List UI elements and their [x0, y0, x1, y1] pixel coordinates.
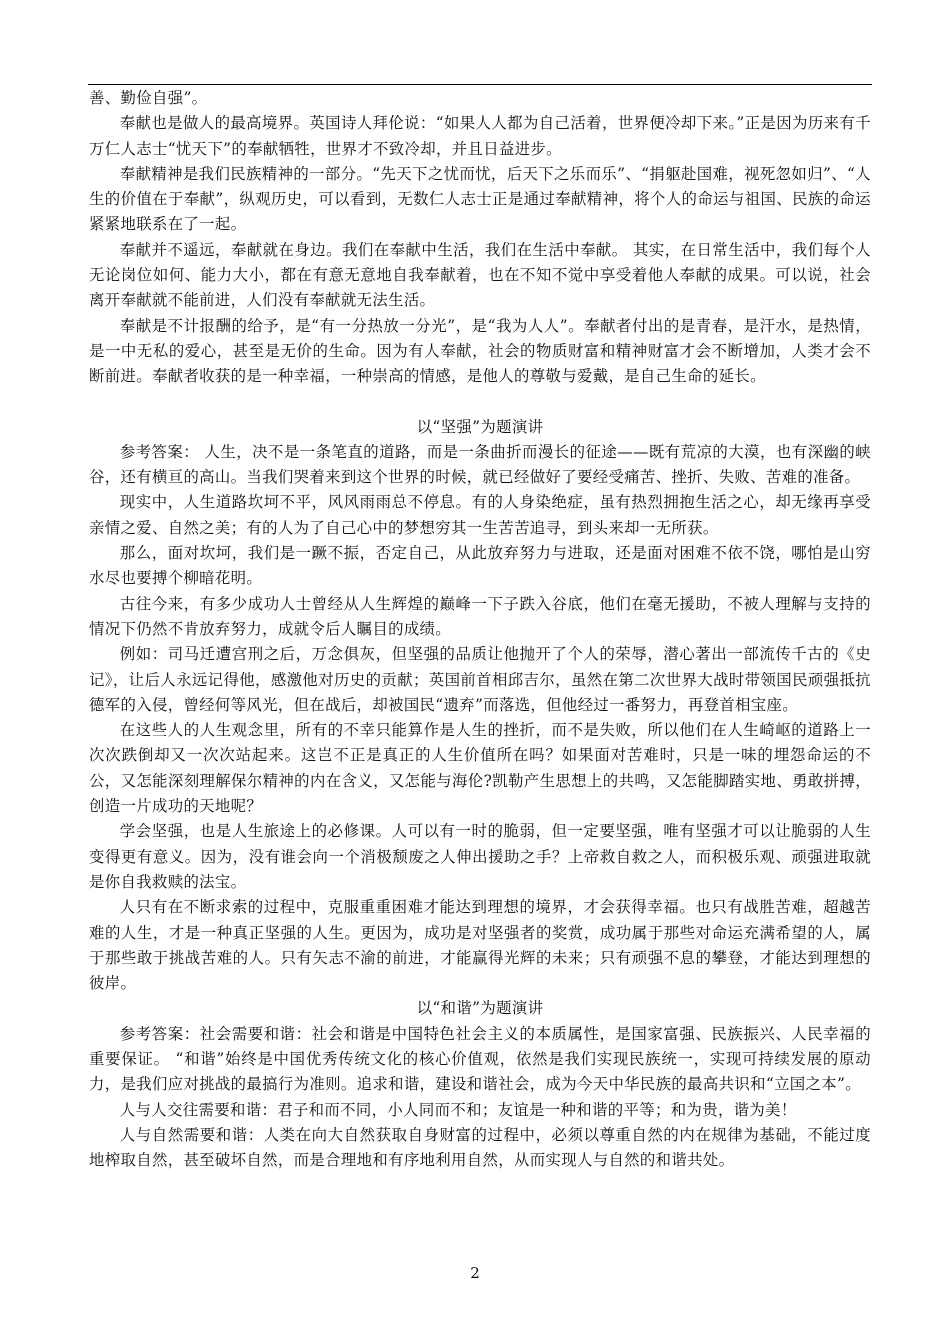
- page-number: 2: [470, 1264, 480, 1282]
- paragraph: 奉献也是做人的最高境界。英国诗人拜伦说：“如果人人都为自己活着，世界便冷却下来。”正是因为历来有千万仁人志士“忧天下”的奉献牺牲，世界才不致冷却，并且日益进步。: [89, 114, 871, 158]
- harmony-section: [89, 996, 871, 1173]
- paragraph: 人与人交往需要和谐：君子和而不同，小人同而不和；友谊是一种和谐的平等；和为贵，谐为美！: [119, 1100, 797, 1119]
- paragraph: 例如：司马迁遭宫刑之后，万念俱灰，但坚强的品质让他抛开了个人的荣辱，潜心著出一部流传千古的《史记》，让后人永远记得他，感激他对历史的贡献；英国前首相邱吉尔，虽然在第二次世界大战时带领国民顽强抵抗德军的入侵，曾经何等风光，但在战后，却被国民“遗弃”而落选，但他经过一番努力，再登首相宝座。: [89, 645, 871, 714]
- paragraph: 人与自然需要和谐：人类在向大自然获取自身财富的过程中，必须以尊重自然的内在规律为基础，不能过度地榨取自然，甚至破坏自然，而是合理地和有序地利用自然，从而实现人与自然的和谐共处。: [89, 1125, 871, 1170]
- document-body: [89, 86, 871, 1173]
- dedication-section: [89, 86, 871, 390]
- section-title: 以“和谐”为题演讲: [416, 999, 544, 1018]
- paragraph: 参考答案： 人生，决不是一条笔直的道路，而是一条曲折而漫长的征途——既有荒凉的大漠，也有深幽的峡谷，还有横亘的高山。当我们哭着来到这个世界的时候，就已经做好了要经受痛苦、挫折、失败、苦难的准备。: [89, 442, 871, 487]
- paragraph: 善、勤俭自强”。: [89, 89, 208, 107]
- paragraph: 参考答案：社会需要和谐：社会和谐是中国特色社会主义的本质属性，是国家富强、民族振兴、人民幸福的重要保证。 “和谐”始终是中国优秀传统文化的核心价值观，依然是我们实现民族统一，实现可持续发展的原动力，是我们应对挑战的最搞行为准则。追求和谐，建设和谐社会，成为今天中华民族的最高共识和“立国之本”。: [89, 1024, 871, 1094]
- paragraph: 学会坚强，也是人生旅途上的必修课。人可以有一时的脆弱，但一定要坚强，唯有坚强才可以让脆弱的人生变得更有意义。因为，没有谁会向一个消极颓废之人伸出援助之手？上帝救自救之人，而积极乐观、顽强进取就是你自我救赎的法宝。: [89, 822, 871, 891]
- strong-section: [89, 415, 871, 997]
- paragraph: 古往今来，有多少成功人士曾经从人生辉煌的巅峰一下子跌入谷底，他们在毫无援助，不被人理解与支持的情况下仍然不肯放弃努力，成就令后人瞩目的成绩。: [89, 594, 871, 638]
- paragraph: 在这些人的人生观念里，所有的不幸只能算作是人生的挫折，而不是失败，所以他们在人生崎岖的道路上一次次跌倒却又一次次站起来。这岂不正是真正的人生价值所在吗？如果面对苦难时，只是一味的埋怨命运的不公，又怎能深刻理解保尔精神的内在含义，又怎能与海伦?凯勒产生思想上的共鸣，又怎能脚踏实地、勇敢拼搏，创造一片成功的天地呢？: [89, 721, 871, 816]
- paragraph: 那么，面对坎坷，我们是一蹶不振，否定自己，从此放弃努力与进取，还是面对困难不依不饶，哪怕是山穷水尽也要搏个柳暗花明。: [89, 544, 871, 588]
- paragraph: 奉献精神是我们民族精神的一部分。“先天下之忧而忧，后天下之乐而乐”、“捐躯赴国难，视死忽如归”、“人生的价值在于奉献”，纵观历史，可以看到，无数仁人志士正是通过奉献精神，将个人的命运与祖国、民族的命运紧紧地联系在了一起。: [89, 164, 871, 234]
- section-title: 以“坚强”为题演讲: [416, 417, 544, 436]
- paragraph: 现实中，人生道路坎坷不平，风风雨雨总不停息。有的人身染绝症，虽有热烈拥抱生活之心，却无缘再享受亲情之爱、自然之美；有的人为了自己心中的梦想穷其一生苦苦追寻，到头来却一无所获。: [89, 493, 871, 537]
- paragraph: 奉献是不计报酬的给予，是“有一分热放一分光”，是“我为人人”。奉献者付出的是青春，是汗水，是热情，是一中无私的爱心，甚至是无价的生命。因为有人奉献，社会的物质财富和精神财富才会不断增加，人类才会不断前进。奉献者收获的是一种幸福，一种崇高的情感，是他人的尊敬与爱戴，是自己生命的延长。: [89, 316, 871, 386]
- section-spacer: [89, 390, 871, 415]
- paragraph: 奉献并不遥远，奉献就在身边。我们在奉献中生活，我们在生活中奉献。 其实，在日常生活中，我们每个人无论岗位如何、能力大小，都在有意无意地自我奉献着，也在不知不觉中享受着他人奉献的成果。可以说，社会离开奉献就不能前进，人们没有奉献就无法生活。: [89, 240, 871, 310]
- paragraph: 人只有在不断求索的过程中，克服重重困难才能达到理想的境界，才会获得幸福。也只有战胜苦难，超越苦难的人生，才是一种真正坚强的人生。更因为，成功是对坚强者的奖赏，成功属于那些对命运充满希望的人，属于那些敢于挑战苦难的人。只有矢志不渝的前进，才能赢得光辉的未来；只有顽强不息的攀登，才能达到理想的彼岸。: [89, 898, 871, 993]
- header-rule: [88, 84, 872, 85]
